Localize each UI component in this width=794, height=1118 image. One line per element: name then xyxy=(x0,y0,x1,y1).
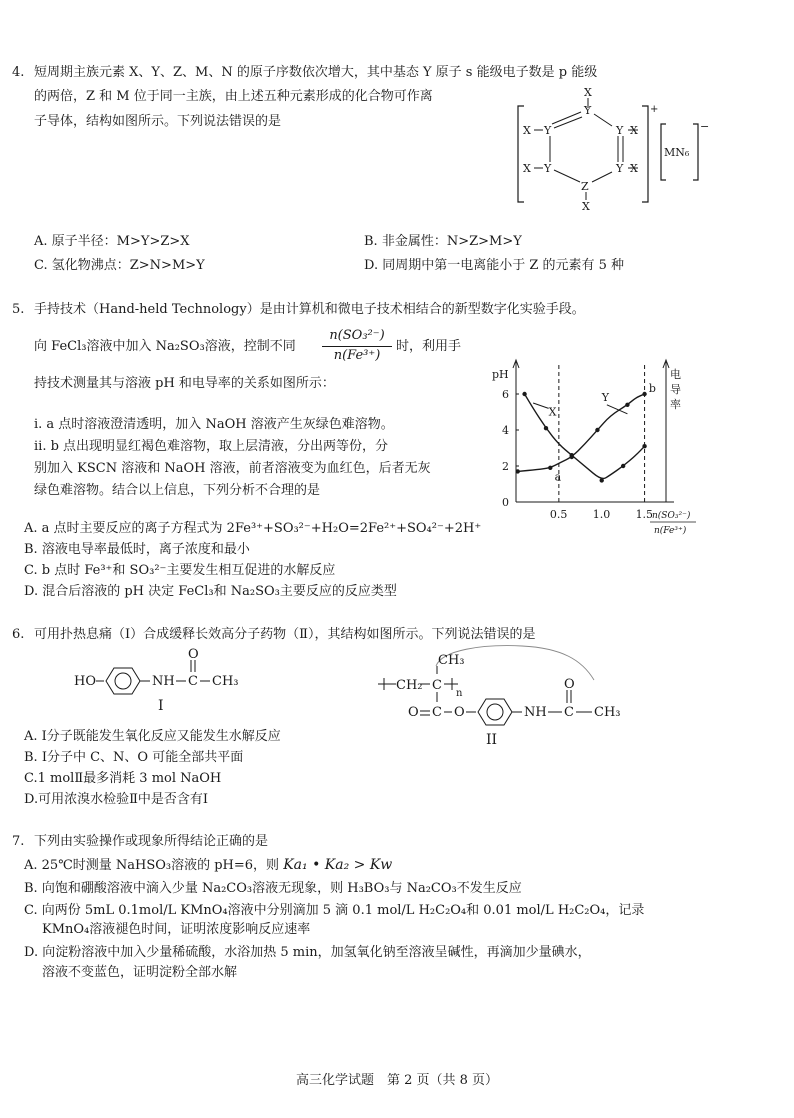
q6-number: 6. xyxy=(12,627,25,642)
q7-option-d-line-1[interactable]: D. 向淀粉溶液中加入少量稀硫酸，水浴加热 5 min，加氢氧化钠至溶液呈碱性，再滴加少量碘水， xyxy=(24,945,591,960)
atom-y-top: Y xyxy=(584,104,592,117)
atom-z-bottom: Z xyxy=(581,180,589,193)
atom-y-lower-right: Y xyxy=(616,162,624,175)
mol2-c: C xyxy=(432,678,442,693)
q5-option-c[interactable]: C. b 点时 Fe³⁺和 SO₃²⁻主要发生相互促进的水解反应 xyxy=(24,563,336,578)
q4-option-a[interactable]: A. 原子半径：M>Y>Z>X xyxy=(34,234,190,249)
atom-x-lower-left: X xyxy=(523,162,531,175)
mol2-n: n xyxy=(456,688,463,699)
annotation-x: X xyxy=(548,405,557,419)
q6-option-d[interactable]: D.可用浓溴水检验Ⅱ中是否含有Ⅰ xyxy=(24,792,209,807)
q7-option-b[interactable]: B. 向饱和硼酸溶液中滴入少量 Na₂CO₃溶液无现象，则 H₃BO₃与 Na₂CO₃不发生反应 xyxy=(24,881,522,896)
y2-axis-label-char: 电 xyxy=(670,368,681,381)
mol2-o2: O xyxy=(454,705,465,720)
mol1-c: C xyxy=(188,674,198,689)
data-point-X xyxy=(600,478,604,482)
q5-option-b[interactable]: B. 溶液电导率最低时，离子浓度和最小 xyxy=(24,542,250,557)
data-point-Y xyxy=(595,428,599,432)
q4-structure-diagram xyxy=(510,84,710,218)
atom-y-lower-left: Y xyxy=(544,162,552,175)
data-point-Y xyxy=(548,466,552,470)
q6-option-c[interactable]: C.1 molⅡ最多消耗 3 mol NaOH xyxy=(24,771,222,786)
q5-info-2: ⅱ. b 点出现明显红褐色难溶物，取上层清液，分出两等份，分 xyxy=(34,439,389,454)
q7-option-a[interactable] xyxy=(24,856,392,875)
y-axis-label: pH xyxy=(492,368,509,381)
annotation-x-arrow xyxy=(533,403,548,408)
q5-line-2a: 向 FeCl₃溶液中加入 Na₂SO₃溶液，控制不同 xyxy=(34,339,296,354)
q5-info-1: ⅰ. a 点时溶液澄清透明，加入 NaOH 溶液产生灰绿色难溶物。 xyxy=(34,417,394,432)
q5-info-4: 绿色难溶物。结合以上信息，下列分析不合理的是 xyxy=(34,483,321,498)
molecule-2-structure xyxy=(372,640,672,750)
q6-stem: 可用扑热息痛（Ⅰ）合成缓释长效高分子药物（Ⅱ），其结构如图所示。下列说法错误的是 xyxy=(34,627,536,642)
molecule-1-structure xyxy=(70,648,260,716)
q7-stem: 下列由实验操作或现象所得结论正确的是 xyxy=(34,834,269,849)
q4-option-c[interactable]: C. 氢化物沸点：Z>N>M>Y xyxy=(34,258,205,273)
cation-charge: + xyxy=(650,104,659,115)
q6-option-b[interactable]: B. Ⅰ分子中 C、N、O 可能全部共平面 xyxy=(24,750,244,765)
mol2-ch3b: CH₃ xyxy=(594,705,621,720)
x-axis-label-denominator: n(Fe³⁺) xyxy=(654,526,687,536)
q4-stem-line-3: 子导体，结构如图所示。下列说法错误的是 xyxy=(34,114,282,129)
y-tick-label: 4 xyxy=(502,424,509,437)
page-footer: 高三化学试题 第 2 页（共 8 页） xyxy=(295,1073,499,1088)
atom-y-upper-left: Y xyxy=(544,124,552,137)
ph-conductivity-chart xyxy=(488,340,788,546)
data-point-X xyxy=(544,426,548,430)
atom-y-upper-right: Y xyxy=(616,124,624,137)
q4-option-b[interactable]: B. 非金属性：N>Z>M>Y xyxy=(364,234,522,249)
q4-stem-line-1: 短周期主族元素 X、Y、Z、M、N 的原子序数依次增大，其中基态 Y 原子 s 能级电子数是 p 能级 xyxy=(34,65,598,80)
mol1-nh: NH xyxy=(152,674,175,689)
q5-option-d[interactable]: D. 混合后溶液的 pH 决定 FeCl₃和 Na₂SO₃主要反应的反应类型 xyxy=(24,584,397,599)
q6-option-a[interactable]: A. Ⅰ分子既能发生氧化反应又能发生水解反应 xyxy=(24,729,281,744)
annotation-y: Y xyxy=(601,391,609,405)
q7-number: 7. xyxy=(12,834,25,849)
q7-option-c-line-1[interactable]: C. 向两份 5mL 0.1mol/L KMnO₄溶液中分别滴加 5 滴 0.1 mol/L H₂C₂O₄和 0.01 mol/L H₂C₂O₄，记录 xyxy=(24,903,645,918)
atom-x-upper-right: X xyxy=(630,124,638,137)
atom-x-bottom: X xyxy=(582,200,590,213)
q4-stem-line-2: 的两倍，Z 和 M 位于同一主族，由上述五种元素形成的化合物可作离 xyxy=(34,89,433,104)
anion-formula: MN₆ xyxy=(664,146,690,159)
q5-number: 5. xyxy=(12,302,25,317)
y2-axis-label-char: 率 xyxy=(670,398,681,411)
x-tick-label: 1.5 xyxy=(635,508,654,521)
q7-option-a-formula: Ka₁ • Ka₂ > Kw xyxy=(283,857,393,873)
anion-charge: − xyxy=(700,120,710,133)
mol2-o3: O xyxy=(564,677,575,692)
mol1-ch3: CH₃ xyxy=(212,674,239,689)
mol2-o1: O xyxy=(408,705,419,720)
data-point-Y xyxy=(570,455,574,459)
mol2-c2: C xyxy=(432,705,442,720)
mol2-label: II xyxy=(486,732,498,748)
q5-line-3: 持技术测量其与溶液 pH 和电导率的关系如图所示： xyxy=(34,376,335,391)
data-point-Y xyxy=(516,469,520,473)
q4-number: 4. xyxy=(12,65,25,80)
data-point-Y xyxy=(625,403,629,407)
atom-x-top: X xyxy=(584,86,592,99)
q4-option-d[interactable]: D. 同周期中第一电离能小于 Z 的元素有 5 种 xyxy=(364,258,625,273)
q5-ratio-numerator: n(SO₃²⁻) xyxy=(322,327,392,347)
annotation-a: a xyxy=(554,470,562,484)
q7-option-d-line-2[interactable]: 溶液不变蓝色，证明淀粉全部水解 xyxy=(42,965,238,980)
q5-info-3: 别加入 KSCN 溶液和 NaOH 溶液，前者溶液变为血红色，后者无灰 xyxy=(34,461,431,476)
q5-line-2b: 时，利用手 xyxy=(396,339,462,354)
data-point-X xyxy=(642,444,646,448)
annotation-b: b xyxy=(648,382,656,396)
data-point-Y xyxy=(642,392,646,396)
y-tick-label: 2 xyxy=(502,460,509,473)
data-point-X xyxy=(522,392,526,396)
mol1-o: O xyxy=(188,648,199,662)
q7-option-c-line-2[interactable]: KMnO₄溶液褪色时间，证明浓度影响反应速率 xyxy=(42,922,311,937)
q7-option-a-text: A. 25℃时测量 NaHSO₃溶液的 pH=6，则 xyxy=(24,858,280,873)
mol2-ch2: CH₂ xyxy=(396,678,423,693)
mol2-nh: NH xyxy=(524,705,547,720)
x-tick-label: 1.0 xyxy=(592,508,611,521)
x-axis-label-numerator: n(SO₃²⁻) xyxy=(652,511,691,521)
q5-option-a[interactable]: A. a 点时主要反应的离子方程式为 2Fe³⁺+SO₃²⁻+H₂O=2Fe²⁺+SO₄²⁻+2H⁺ xyxy=(24,521,482,536)
atom-x-upper-left: X xyxy=(523,124,531,137)
q5-ratio-denominator: n(Fe³⁺) xyxy=(333,347,381,363)
y-tick-label: 6 xyxy=(502,388,509,401)
mol1-label: I xyxy=(158,698,164,714)
atom-x-lower-right: X xyxy=(630,162,638,175)
mol1-ho: HO xyxy=(74,674,96,689)
x-tick-label: 0.5 xyxy=(549,508,568,521)
q5-ratio-fraction xyxy=(322,327,392,364)
mol2-c3: C xyxy=(564,705,574,720)
y2-axis-label-char: 导 xyxy=(670,383,681,396)
y-tick-label: 0 xyxy=(502,496,509,509)
q5-line-1: 手持技术（Hand-held Technology）是由计算机和微电子技术相结合的新型数字化实验手段。 xyxy=(34,302,585,317)
data-point-X xyxy=(621,464,625,468)
mol2-ch3: CH₃ xyxy=(438,653,465,668)
